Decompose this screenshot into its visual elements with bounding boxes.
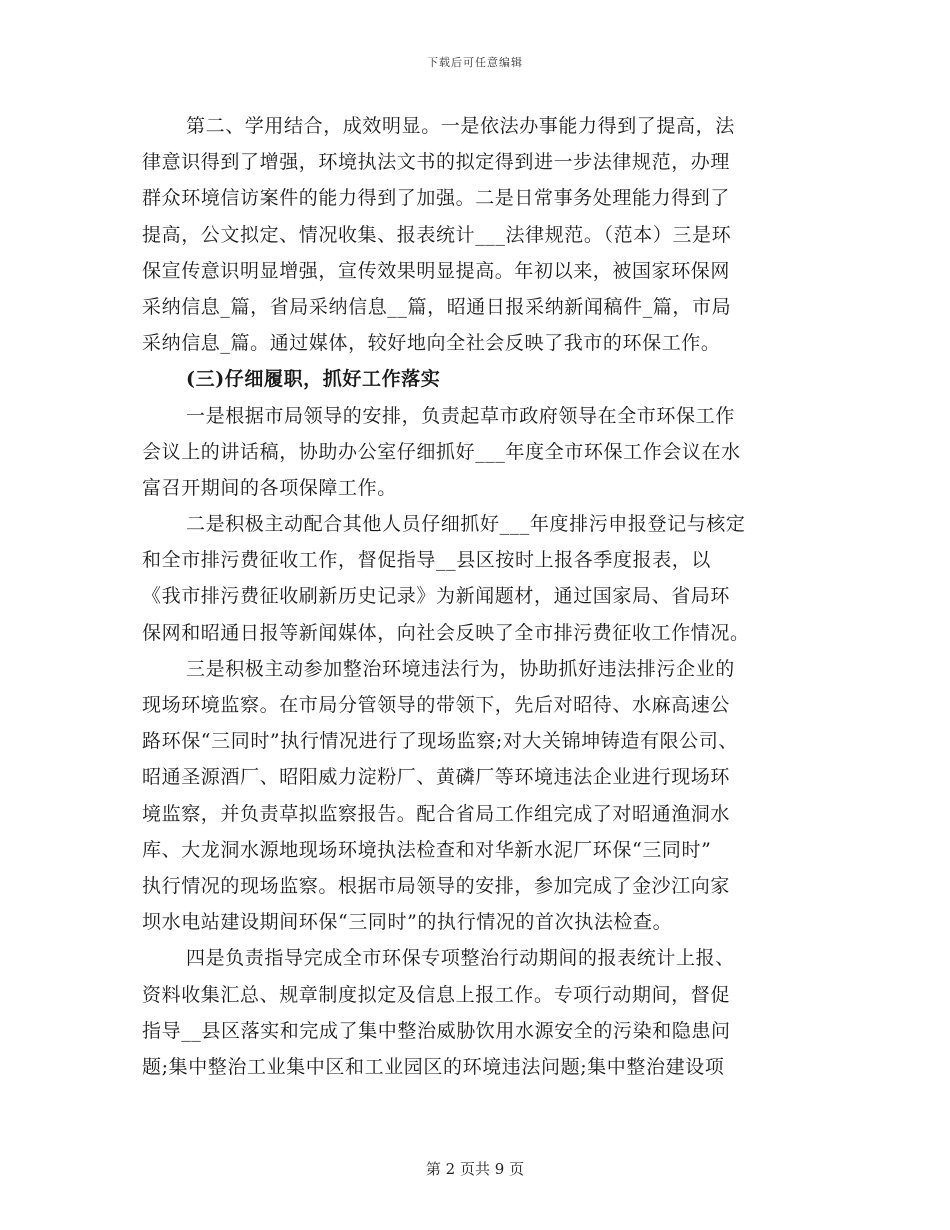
text-line: 四是负责指导完成全市环保专项整治行动期间的报表统计上报、	[186, 947, 735, 970]
text-line: 第二、学用结合，成效明显。一是依法办事能力得到了提高，法	[186, 115, 735, 137]
page-footer: 第 2 页共 9 页	[425, 1160, 525, 1178]
page-header: 下载后可任意编辑	[427, 56, 523, 69]
text-line: 保网和昭通日报等新闻媒体，向社会反映了全市排污费征收工作情况。	[142, 621, 750, 644]
text-line: 保宣传意识明显增强，宣传效果明显提高。年初以来，被国家环保网	[142, 259, 731, 282]
text-line: 《我市排污费征收刷新历史记录》为新闻题材，通过国家局、省局环	[142, 585, 731, 608]
text-line: 题;集中整治工业集中区和工业园区的环境违法问题;集中整治建设项	[142, 1055, 725, 1078]
section-heading: (三)仔细履职，抓好工作落实	[186, 368, 441, 391]
text-line: 采纳信息_篇，省局采纳信息__篇，昭通日报采纳新闻稿件_篇，市局	[142, 295, 732, 318]
text-line: 昭通圣源酒厂、昭阳威力淀粉厂、黄磷厂等环境违法企业进行现场环	[142, 766, 731, 789]
text-line: 律意识得到了增强，环境执法文书的拟定得到进一步法律规范，办理	[142, 151, 731, 174]
text-line: 指导__县区落实和完成了集中整治威胁饮用水源安全的污染和隐患问	[142, 1019, 731, 1042]
text-line: 提高，公文拟定、情况收集、报表统计___法律规范。（范本）三是环	[142, 223, 732, 246]
text-line: 现场环境监察。在市局分管领导的带领下，先后对昭待、水麻高速公	[142, 694, 731, 716]
text-line: 库、大龙洞水源地现场环境执法检查和对华新水泥厂环保“三同时”	[142, 838, 712, 861]
text-line: 坝水电站建设期间环保“三同时”的执行情况的首次执法检查。	[142, 911, 673, 934]
text-line: 和全市排污费征收工作，督促指导__县区按时上报各季度报表，以	[142, 549, 712, 572]
text-line: 执行情况的现场监察。根据市局领导的安排，参加完成了金沙江向家	[142, 874, 731, 897]
text-line: 一是根据市局领导的安排，负责起草市政府领导在全市环保工作	[186, 404, 735, 427]
text-line: 会议上的讲话稿，协助办公室仔细抓好___年度全市环保工作会议在水	[142, 440, 741, 463]
text-line: 境监察，并负责草拟监察报告。配合省局工作组完成了对昭通渔洞水	[142, 802, 731, 825]
text-line: 采纳信息_篇。通过媒体，较好地向全社会反映了我市的环保工作。	[142, 332, 721, 355]
text-line: 路环保“三同时”执行情况进行了现场监察;对大关锦坤铸造有限公司、	[142, 730, 739, 753]
text-line: 富召开期间的各项保障工作。	[142, 476, 397, 499]
text-line: 群众环境信访案件的能力得到了加强。二是日常事务处理能力得到了	[142, 187, 731, 210]
text-line: 二是积极主动配合其他人员仔细抓好___年度排污申报登记与核定	[186, 513, 746, 536]
text-line: 三是积极主动参加整治环境违法行为，协助抓好违法排污企业的	[186, 657, 735, 680]
text-line: 资料收集汇总、规章制度拟定及信息上报工作。专项行动期间，督促	[142, 983, 731, 1006]
document-body	[142, 108, 812, 1085]
